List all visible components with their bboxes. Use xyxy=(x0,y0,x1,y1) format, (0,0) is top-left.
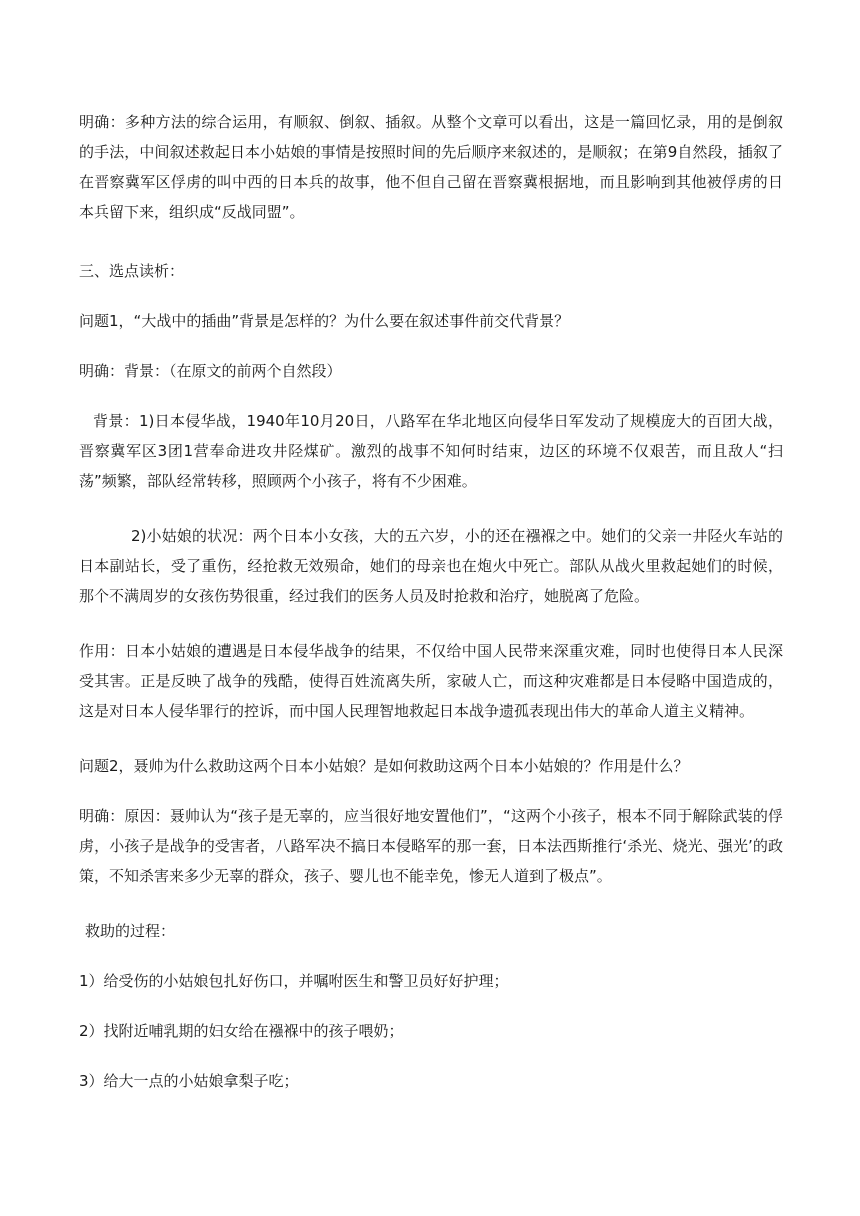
rescue-step-1: 1）给受伤的小姑娘包扎好伤口，并嘱咐医生和警卫员好好护理； xyxy=(79,972,509,990)
rescue-step-3: 3）给大一点的小姑娘拿梨子吃； xyxy=(79,1072,299,1090)
question-2: 问题2，聂帅为什么救助这两个日本小姑娘？是如何救助这两个日本小姑娘的？作用是什么？ xyxy=(79,757,689,775)
answer-background-intro: 明确：背景：（在原文的前两个自然段） xyxy=(79,362,342,380)
rescue-process-heading: 救助的过程： xyxy=(85,922,176,940)
paragraph-answer-narrative-methods: 明确：多种方法的综合运用，有顺叙、倒叙、插叙。从整个文章可以看出，这是一篇回忆录，用的是倒叙的手法，中间叙述救起日本小姑娘的事情是按照时间的先后顺序来叙述的，是顺叙；在第9自然段，插叙了在晋察冀军区俘虏的叫中西的日本兵的故事，他不但自己留在晋察冀根据地，而且影响到其他被俘虏的日本兵留下来，组织成“反战同盟”。 xyxy=(79,113,783,221)
section-heading-close-reading: 三、选点读析： xyxy=(79,262,185,280)
rescue-step-2: 2）找附近哺乳期的妇女给在襁褓中的孩子喂奶； xyxy=(79,1022,404,1040)
paragraph-effect: 作用：日本小姑娘的遭遇是日本侵华战争的结果，不仅给中国人民带来深重灾难，同时也使得日本人民深受其害。正是反映了战争的残酷，使得百姓流离失所，家破人亡，而这种灾难都是日本侵略中国造成的，这是对日本人侵华罪行的控诉，而中国人民理智地救起日本战争遗孤表现出伟大的革命人道主义精神。 xyxy=(79,642,783,720)
paragraph-girls-situation: 2)小姑娘的状况：两个日本小女孩，大的五六岁，小的还在襁褓之中。她们的父亲一井陉火车站的日本副站长，受了重伤，经抢救无效殒命，她们的母亲也在炮火中死亡。部队从战火里救起她们的时候，那个不满周岁的女孩伤势很重，经过我们的医务人员及时抢救和治疗，她脱离了危险。 xyxy=(79,527,783,605)
question-1: 问题1，“大战中的插曲”背景是怎样的？为什么要在叙述事件前交代背景？ xyxy=(79,312,570,330)
paragraph-background-war: 背景：1)日本侵华战，1940年10月20日，八路军在华北地区向侵华日军发动了规模庞大的百团大战，晋察冀军区3团1营奉命进攻井陉煤矿。激烈的战事不知何时结束，边区的环境不仅艰苦，而且敌人“扫荡”频繁，部队经常转移，照顾两个小孩子，将有不少困难。 xyxy=(79,412,783,490)
paragraph-reason: 明确：原因：聂帅认为“孩子是无辜的，应当很好地安置他们”，“这两个小孩子，根本不同于解除武装的俘虏，小孩子是战争的受害者，八路军决不搞日本侵略军的那一套，日本法西斯推行‘杀光、烧光、强光’的政策，不知杀害来多少无辜的群众，孩子、婴儿也不能幸免，惨无人道到了极点”。 xyxy=(79,807,783,885)
